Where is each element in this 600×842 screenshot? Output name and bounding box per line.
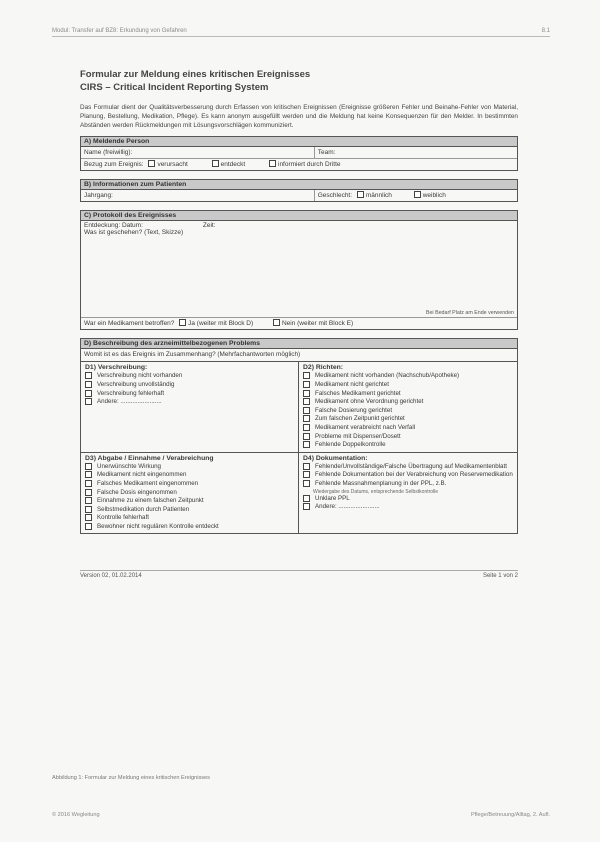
checkbox[interactable] xyxy=(85,523,92,530)
checkbox-maennlich[interactable] xyxy=(357,191,364,198)
section-a xyxy=(80,136,518,171)
checkbox[interactable] xyxy=(85,506,92,513)
team-field[interactable] xyxy=(315,147,339,158)
d4-column xyxy=(299,453,517,534)
checkbox-informiert[interactable] xyxy=(269,160,276,167)
d3-item-label: Einnahme zu einem falschen Zeitpunkt xyxy=(97,497,204,505)
checkbox[interactable] xyxy=(303,433,310,440)
d3-item[interactable] xyxy=(85,463,294,472)
d3-item[interactable] xyxy=(85,471,294,480)
checkbox[interactable] xyxy=(85,514,92,521)
name-field[interactable] xyxy=(81,147,315,158)
d3-item[interactable] xyxy=(85,497,294,506)
checkbox[interactable] xyxy=(85,398,92,405)
team-label: Team: xyxy=(317,149,336,157)
checkbox[interactable] xyxy=(85,390,92,397)
checkbox[interactable] xyxy=(85,372,92,379)
d2-item-label: Medikament ohne Verordnung gerichtet xyxy=(315,398,424,406)
jahrgang-field[interactable] xyxy=(81,190,315,201)
d4-item-label: Fehlende Massnahmenplanung in der PPL, z.B. xyxy=(315,479,447,487)
d4-item[interactable] xyxy=(303,503,513,512)
form-document xyxy=(80,68,518,579)
opt-weiblich: weiblich xyxy=(422,192,446,200)
d2-item-label: Probleme mit Dispenser/Dosett xyxy=(315,432,401,440)
d3-item[interactable] xyxy=(85,489,294,498)
d2-item[interactable] xyxy=(303,433,513,442)
opt-entdeckt: entdeckt xyxy=(220,161,246,169)
checkbox[interactable] xyxy=(85,381,92,388)
checkbox[interactable] xyxy=(85,480,92,487)
page-footer-left: © 2016 Wegleitung xyxy=(52,812,100,818)
d4-item-label: Fehlende Dokumentation bei der Verabreichung von Reservemedikation xyxy=(315,471,513,479)
checkbox-nein[interactable] xyxy=(273,319,280,326)
section-b xyxy=(80,179,518,202)
section-a-heading: A) Meldende Person xyxy=(81,137,517,147)
page-number: Seite 1 von 2 xyxy=(482,573,518,580)
d4-item[interactable] xyxy=(303,495,513,504)
checkbox-weiblich[interactable] xyxy=(414,191,421,198)
checkbox[interactable] xyxy=(303,372,310,379)
checkbox[interactable] xyxy=(303,415,310,422)
page-footer xyxy=(52,812,550,818)
d1-item[interactable] xyxy=(85,372,294,381)
d2-item[interactable] xyxy=(303,441,513,450)
checkbox-entdeckt[interactable] xyxy=(212,160,219,167)
geschlecht-label: Geschlecht: xyxy=(317,192,353,200)
figure-caption: Abbildung 1: Formular zur Meldung eines kritischen Ereignisses xyxy=(52,775,210,781)
checkbox[interactable] xyxy=(303,381,310,388)
d1-item[interactable] xyxy=(85,398,294,407)
checkbox[interactable] xyxy=(303,503,310,510)
d2-item[interactable] xyxy=(303,415,513,424)
name-label: Name (freiwillig): xyxy=(84,149,133,157)
checkbox[interactable] xyxy=(85,497,92,504)
opt-informiert: informiert durch Dritte xyxy=(278,161,341,169)
checkbox[interactable] xyxy=(303,471,310,478)
checkbox-verursacht[interactable] xyxy=(148,160,155,167)
d2-heading: D2) Richten: xyxy=(303,364,344,372)
section-c xyxy=(80,210,518,330)
d2-item-label: Medikament nicht vorhanden (Nachschub/Apotheke) xyxy=(315,372,460,380)
form-subtitle: CIRS – Critical Incident Reporting System xyxy=(80,82,269,93)
d2-item-label: Medikament verabreicht nach Verfall xyxy=(315,423,416,431)
d2-item[interactable] xyxy=(303,407,513,416)
zeit-label: Zeit: xyxy=(202,222,216,230)
d3-item-label: Unerwünschte Wirkung xyxy=(97,462,161,470)
d3-item[interactable] xyxy=(85,506,294,515)
checkbox[interactable] xyxy=(85,471,92,478)
checkbox[interactable] xyxy=(85,489,92,496)
checkbox[interactable] xyxy=(303,441,310,448)
checkbox[interactable] xyxy=(303,407,310,414)
form-title: Formular zur Meldung eines kritischen Ereignisses xyxy=(80,69,311,80)
d2-item[interactable] xyxy=(303,424,513,433)
d2-item-label: Falsche Dosierung gerichtet xyxy=(315,406,393,414)
d1-item-label: Verschreibung fehlerhaft xyxy=(97,389,165,397)
checkbox[interactable] xyxy=(303,390,310,397)
header-left: Modul: Transfer auf BZ8: Erkundung von Gefahren xyxy=(52,28,187,34)
intro-text: Das Formular dient der Qualitätsverbesserung durch Erfassen von kritischen Ereignissen (Ereignisse größeren Fehler und Beinahe-Fehler von Material, Planung, Bestellung, Medikation, Pflege). Es kann anonym ausgefüllt werden und die Meldung hat keine Konsequenzen für den Melder. In bestimmten Abständen werden Rückmeldungen mit Lösungsvorschlägen kommuniziert. xyxy=(80,104,518,129)
checkbox-ja[interactable] xyxy=(179,319,186,326)
d3-item-label: Medikament nicht eingenommen xyxy=(97,471,187,479)
d2-item-label: Zum falschen Zeitpunkt gerichtet xyxy=(315,415,405,423)
d1-heading: D1) Verschreibung: xyxy=(85,364,148,372)
d4-item[interactable] xyxy=(303,480,513,489)
checkbox[interactable] xyxy=(303,398,310,405)
d3-item[interactable] xyxy=(85,514,294,523)
checkbox[interactable] xyxy=(303,480,310,487)
d3-item-label: Kontrolle fehlerhaft xyxy=(97,514,149,522)
d1-column xyxy=(81,362,299,451)
bezug-label: Bezug zum Ereignis: xyxy=(84,161,144,169)
jahrgang-label: Jahrgang: xyxy=(84,192,113,200)
d3-item[interactable] xyxy=(85,523,294,532)
d2-item[interactable] xyxy=(303,390,513,399)
d4-item-label: Fehlende/Unvollständige/Falsche Übertragung auf Medikamentenblatt xyxy=(315,462,507,470)
checkbox[interactable] xyxy=(303,424,310,431)
checkbox[interactable] xyxy=(303,463,310,470)
d4-small-note: Wiedergabe des Datums, entsprechende Selbstkontrolle xyxy=(313,488,439,495)
datum-label: Entdeckung: Datum: xyxy=(84,222,143,230)
d1-item-label: Andere: ........................ xyxy=(97,398,162,406)
d3-item-label: Falsches Medikament eingenommen xyxy=(97,479,199,487)
section-c-heading: C) Protokoll des Ereignisses xyxy=(81,211,517,221)
version-label: Version 02, 01.02.2014 xyxy=(80,573,142,580)
page-footer-right: Pflege/Betreuung/Alltag, 2. Aufl. xyxy=(471,812,550,818)
d1-item[interactable] xyxy=(85,381,294,390)
was-label: Was ist geschehen? (Text, Skizze) xyxy=(84,229,184,237)
section-d-heading: D) Beschreibung des arzneimittelbezogenen Problems xyxy=(81,339,517,349)
space-note: Bei Bedarf Platz am Ende verwenden xyxy=(425,310,514,317)
d1-item-label: Verschreibung nicht vorhanden xyxy=(97,372,183,380)
d3-item-label: Selbstmedikation durch Patienten xyxy=(97,505,190,513)
d2-item[interactable] xyxy=(303,372,513,381)
d4-item-label: Unklare PPL xyxy=(315,494,350,502)
d3-column xyxy=(81,453,299,534)
checkbox[interactable] xyxy=(85,463,92,470)
d-question: Womit ist es das Ereignis im Zusammenhang? (Mehrfachantworten möglich) xyxy=(84,351,301,359)
d2-item-label: Fehlende Doppelkontrolle xyxy=(315,441,386,449)
d4-item[interactable] xyxy=(303,471,513,480)
d1-item-label: Verschreibung unvollständig xyxy=(97,380,175,388)
d3-item-label: Bewohner nicht regulären Kontrolle entdeckt xyxy=(97,522,219,530)
form-footer xyxy=(80,570,518,579)
d3-item-label: Falsche Dosis eingenommen xyxy=(97,488,177,496)
d2-item-label: Falsches Medikament gerichtet xyxy=(315,389,401,397)
opt-maennlich: männlich xyxy=(365,192,392,200)
d2-item[interactable] xyxy=(303,381,513,390)
opt-nein: Nein (weiter mit Block E) xyxy=(281,320,354,328)
opt-ja: Ja (weiter mit Block D) xyxy=(188,320,254,328)
protocol-area[interactable] xyxy=(81,221,517,318)
section-b-heading: B) Informationen zum Patienten xyxy=(81,180,517,190)
medikament-question: War ein Medikament betroffen? xyxy=(84,320,175,328)
d3-item[interactable] xyxy=(85,480,294,489)
d3-heading: D3) Abgabe / Einnahme / Verabreichung xyxy=(85,454,214,462)
d4-item-label: Andere: ........................ xyxy=(315,503,380,511)
d2-item[interactable] xyxy=(303,398,513,407)
d2-column xyxy=(299,362,517,451)
opt-verursacht: verursacht xyxy=(157,161,188,169)
header-right: 8.1 xyxy=(541,28,550,34)
checkbox[interactable] xyxy=(303,495,310,502)
section-d xyxy=(80,338,518,534)
page-header xyxy=(52,28,550,37)
d2-item-label: Medikament nicht gerichtet xyxy=(315,380,389,388)
d4-item[interactable] xyxy=(303,463,513,472)
d1-item[interactable] xyxy=(85,390,294,399)
d4-heading: D4) Dokumentation: xyxy=(303,454,368,462)
